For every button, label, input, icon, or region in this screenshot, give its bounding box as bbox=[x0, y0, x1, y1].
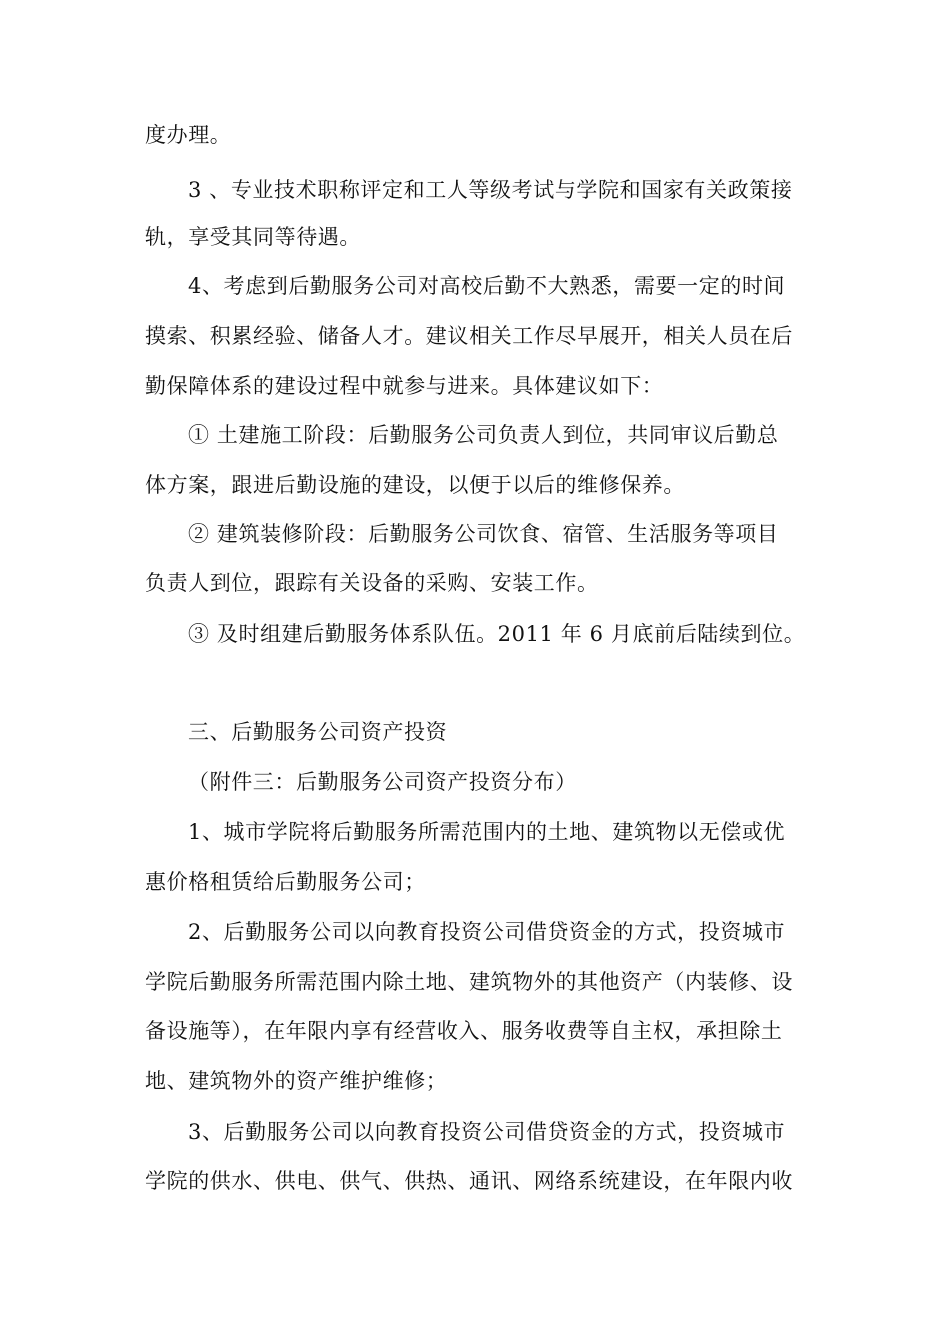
text-line: 负责人到位，跟踪有关设备的采购、安装工作。 bbox=[145, 571, 599, 595]
text-line: （附件三：后勤服务公司资产投资分布） bbox=[188, 770, 577, 794]
text-line: 4、考虑到后勤服务公司对高校后勤不大熟悉，需要一定的时间 bbox=[188, 274, 786, 298]
text-line: 3 、专业技术职称评定和工人等级考试与学院和国家有关政策接 bbox=[188, 178, 793, 202]
text-line: ③ 及时组建后勤服务体系队伍。2011 年 6 月底前后陆续到位。 bbox=[188, 622, 806, 646]
text-line: 1、城市学院将后勤服务所需范围内的土地、建筑物以无偿或优 bbox=[188, 820, 786, 844]
text-line: 地、建筑物外的资产维护维修； bbox=[145, 1069, 448, 1093]
text-line: 2、后勤服务公司以向教育投资公司借贷资金的方式，投资城市 bbox=[188, 920, 786, 944]
text-line: 学院后勤服务所需范围内除土地、建筑物外的其他资产（内装修、设 bbox=[145, 970, 793, 994]
text-line: 备设施等），在年限内享有经营收入、服务收费等自主权，承担除土 bbox=[145, 1019, 783, 1043]
text-line: ② 建筑装修阶段：后勤服务公司饮食、宿管、生活服务等项目 bbox=[188, 522, 779, 546]
text-line: 体方案，跟进后勤设施的建设，以便于以后的维修保养。 bbox=[145, 473, 685, 497]
text-line: 学院的供水、供电、供气、供热、通讯、网络系统建设，在年限内收 bbox=[145, 1169, 793, 1193]
text-line: 度办理。 bbox=[145, 123, 232, 147]
section-heading: 三、后勤服务公司资产投资 bbox=[188, 720, 448, 744]
text-line: 惠价格租赁给后勤服务公司； bbox=[145, 870, 426, 894]
text-line: 摸索、积累经验、储备人才。建议相关工作尽早展开，相关人员在后 bbox=[145, 324, 793, 348]
text-line: 勤保障体系的建设过程中就参与进来。具体建议如下： bbox=[145, 374, 664, 398]
text-line: ① 土建施工阶段：后勤服务公司负责人到位，共同审议后勤总 bbox=[188, 423, 779, 447]
text-line: 轨，享受其同等待遇。 bbox=[145, 225, 361, 249]
text-line: 3、后勤服务公司以向教育投资公司借贷资金的方式，投资城市 bbox=[188, 1120, 786, 1144]
